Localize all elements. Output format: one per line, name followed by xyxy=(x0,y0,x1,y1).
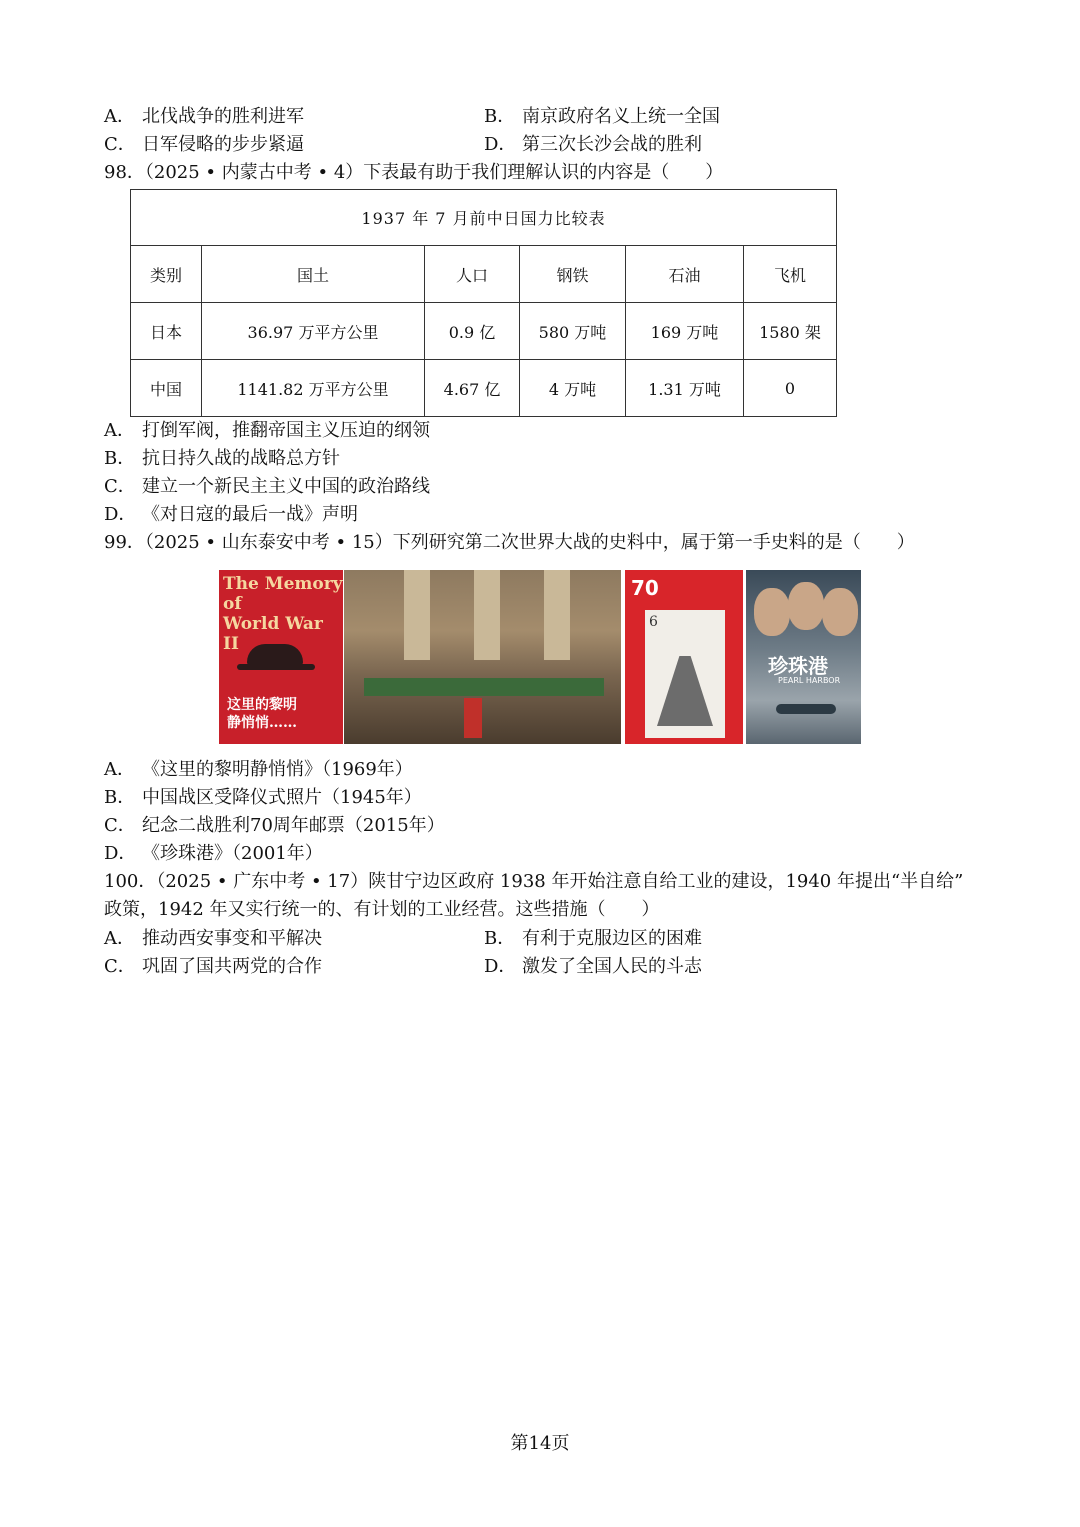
page-number: 第14页 xyxy=(510,1433,570,1454)
table-cell: 0.9 亿 xyxy=(425,303,520,360)
poster-subtitle: PEARL HARBOR xyxy=(778,676,841,685)
prev-option-c: C． 日军侵略的步步紧逼 xyxy=(104,134,304,155)
table-cell: 1.31 万吨 xyxy=(626,360,744,417)
table-caption: 1937 年 7 月前中日国力比较表 xyxy=(131,190,837,246)
airplane-icon xyxy=(776,704,836,714)
ceremony-table-shape xyxy=(364,678,604,696)
table-cell: 4 万吨 xyxy=(520,360,626,417)
table-header-cell: 类别 xyxy=(131,246,202,303)
table-cell: 36.97 万平方公里 xyxy=(202,303,425,360)
table-cell: 580 万吨 xyxy=(520,303,626,360)
prev-option-a: A． 北伐战争的胜利进军 xyxy=(104,106,304,127)
table-row xyxy=(131,303,837,360)
movie-poster-image xyxy=(746,570,861,744)
table-header-cell: 飞机 xyxy=(744,246,837,303)
prev-option-b: B． 南京政府名义上统一全国 xyxy=(484,106,720,127)
flag-icon xyxy=(464,698,482,738)
commemorative-stamp-image xyxy=(625,570,743,744)
pillar-shape xyxy=(474,570,500,660)
q100-options-row-1 xyxy=(104,926,984,952)
question-98-stem: 98．（2025 • 内蒙古中考 • 4）下表最有助于我们理解认识的内容是（ ） xyxy=(104,162,724,183)
table-cell: 0 xyxy=(744,360,837,417)
table-row xyxy=(131,360,837,417)
q100-options-row-2 xyxy=(104,954,984,980)
prev-option-d: D． 第三次长沙会战的胜利 xyxy=(484,134,702,155)
table-header-cell: 人口 xyxy=(425,246,520,303)
q99-option-b: B． 中国战区受降仪式照片（1945年） xyxy=(104,787,422,808)
actor-face-icon xyxy=(788,582,824,630)
table-header-cell: 钢铁 xyxy=(520,246,626,303)
hat-icon xyxy=(247,644,303,666)
question-99-stem: 99．（2025 • 山东泰安中考 • 15）下列研究第二次世界大战的史料中，属于第一手史料的是（ ） xyxy=(104,532,915,553)
surrender-ceremony-photo xyxy=(344,570,621,744)
book-cover-image xyxy=(219,570,343,744)
national-power-table xyxy=(130,189,837,417)
pillar-shape xyxy=(544,570,570,660)
q100-option-d: D． 激发了全国人民的斗志 xyxy=(484,956,702,977)
table-cell: 1141.82 万平方公里 xyxy=(202,360,425,417)
question-100-stem-line1: 100．（2025 • 广东中考 • 17）陕甘宁边区政府 1938 年开始注意自给工业的建设，1940 年提出“半自给” xyxy=(104,871,964,892)
table-cell: 日本 xyxy=(131,303,202,360)
table-cell: 169 万吨 xyxy=(626,303,744,360)
q99-option-a: A． 《这里的黎明静悄悄》（1969年） xyxy=(104,759,413,780)
prev-options-row-1 xyxy=(104,104,984,130)
pillar-shape xyxy=(404,570,430,660)
q98-option-d: D． 《对日寇的最后一战》声明 xyxy=(104,504,358,525)
q98-option-c: C． 建立一个新民主主义中国的政治路线 xyxy=(104,476,430,497)
q98-option-a: A． 打倒军阀，推翻帝国主义压迫的纲领 xyxy=(104,420,430,441)
stamp-anniversary-number: 70 xyxy=(631,576,659,600)
q99-option-d: D． 《珍珠港》（2001年） xyxy=(104,843,323,864)
book-title-en: The Memory of World War II xyxy=(223,574,343,654)
prev-options-row-2 xyxy=(104,132,984,158)
table-cell: 中国 xyxy=(131,360,202,417)
table-cell: 1580 架 xyxy=(744,303,837,360)
actor-face-icon xyxy=(754,588,790,636)
table-header-cell: 石油 xyxy=(626,246,744,303)
hat-brim-icon xyxy=(237,664,315,670)
table-header-row xyxy=(131,246,837,303)
table-cell: 4.67 亿 xyxy=(425,360,520,417)
stamp-value: 6 xyxy=(649,614,658,630)
q100-option-c: C． 巩固了国共两党的合作 xyxy=(104,956,322,977)
actor-face-icon xyxy=(822,588,858,636)
table-header-cell: 国土 xyxy=(202,246,425,303)
q100-option-a: A． 推动西安事变和平解决 xyxy=(104,928,322,949)
q99-option-c: C． 纪念二战胜利70周年邮票（2015年） xyxy=(104,815,445,836)
poster-title: 珍珠港 xyxy=(768,654,828,678)
book-title-cn: 这里的黎明 静悄悄…… xyxy=(227,697,297,731)
q100-option-b: B． 有利于克服边区的困难 xyxy=(484,928,702,949)
question-100-stem-line2: 政策，1942 年又实行统一的、有计划的工业经营。这些措施（ ） xyxy=(104,899,660,920)
q98-option-b: B． 抗日持久战的战略总方针 xyxy=(104,448,340,469)
